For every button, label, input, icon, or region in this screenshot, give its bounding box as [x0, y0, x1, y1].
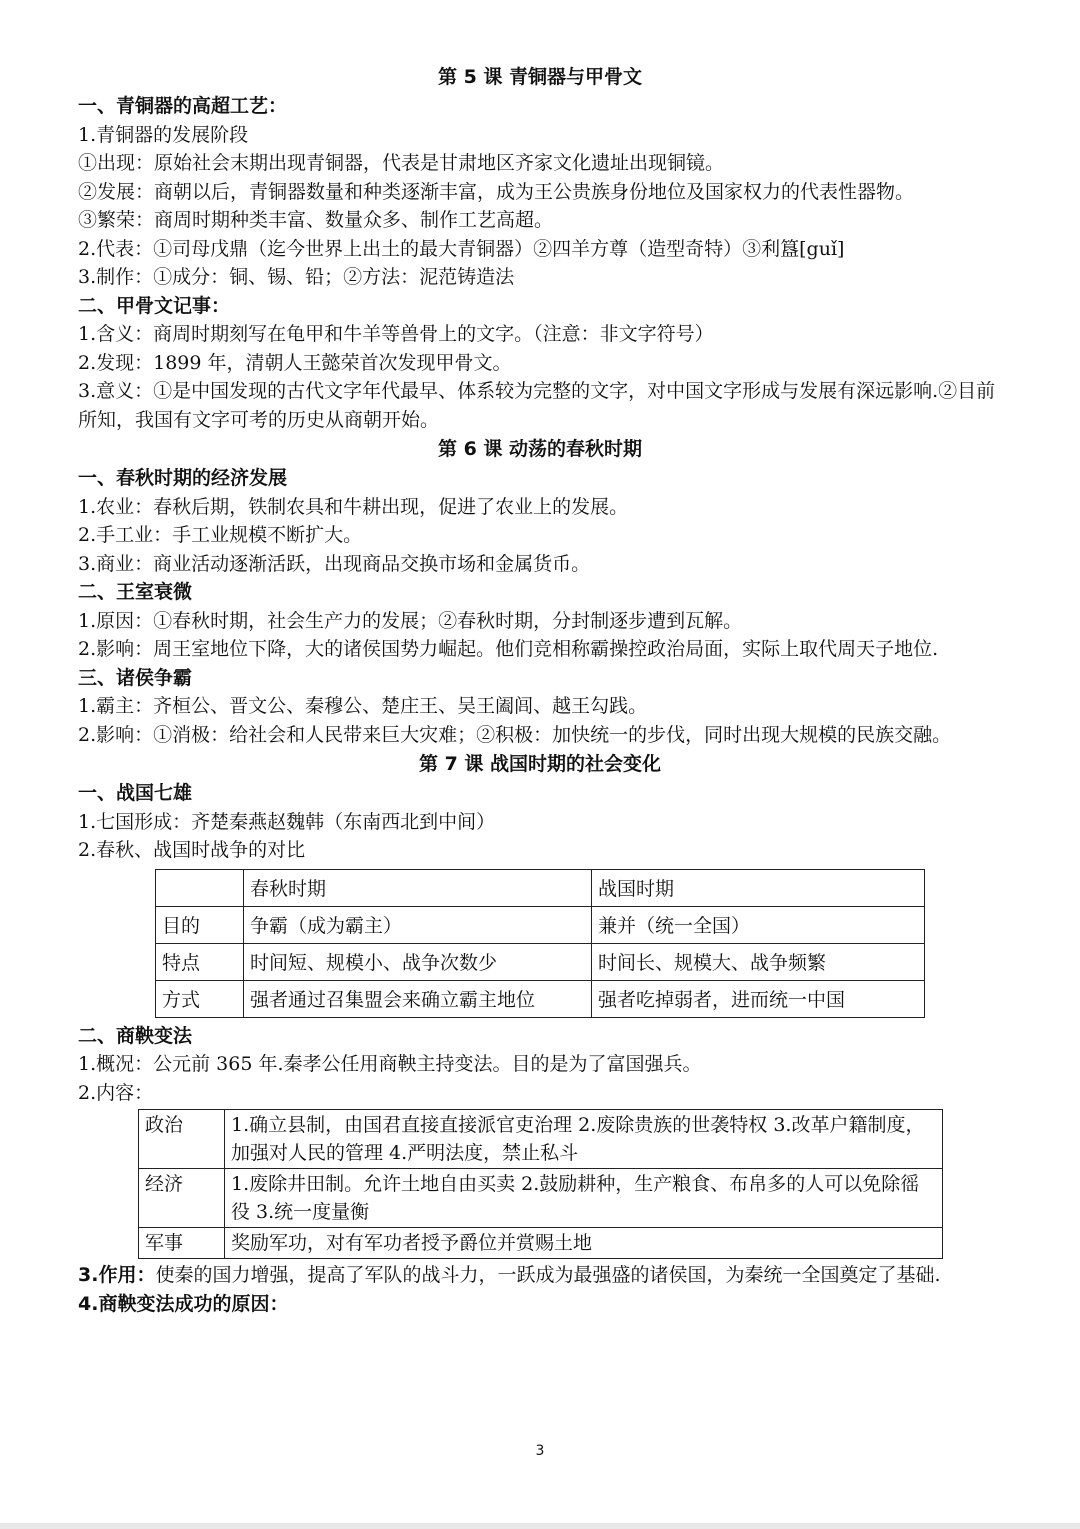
paragraph: 2.手工业：手工业规模不断扩大。 — [78, 524, 363, 546]
table-cell: 军事 — [139, 1228, 225, 1259]
section-heading: 三、诸侯争霸 — [78, 666, 193, 689]
table-cell: 强者吃掉弱者，进而统一中国 — [592, 980, 925, 1017]
table-row — [139, 1110, 943, 1169]
paragraph: ①出现：原始社会末期出现青铜器，代表是甘肃地区齐家文化遗址出现铜镜。 — [78, 152, 725, 174]
table-cell: 时间短、规模小、战争次数少 — [244, 943, 592, 980]
paragraph: ③繁荣：商周时期种类丰富、数量众多、制作工艺高超。 — [78, 209, 554, 231]
paragraph: 1.概况：公元前 365 年.秦孝公任用商鞅主持变法。目的是为了富国强兵。 — [78, 1053, 702, 1075]
table-cell: 特点 — [156, 943, 244, 980]
table-cell: 战国时期 — [592, 869, 925, 906]
section-heading: 4.商鞅变法成功的原因： — [78, 1292, 289, 1315]
table-cell: 经济 — [139, 1169, 225, 1228]
effect-text: 使秦的国力增强，提高了军队的战斗力，一跃成为最强盛的诸侯国，为秦统一全国奠定了基础. — [155, 1264, 941, 1286]
paragraph: 2.发现：1899 年，清朝人王懿荣首次发现甲骨文。 — [78, 351, 512, 374]
paragraph: 2.代表：①司母戊鼎（迄今世界上出土的最大青铜器）②四羊方尊（造型奇特）③利簋[guǐ] — [78, 237, 845, 260]
reform-content-table — [138, 1109, 943, 1259]
table-cell: 春秋时期 — [244, 869, 592, 906]
table-cell: 奖励军功，对有军功者授予爵位并赏赐土地 — [225, 1228, 943, 1259]
table-cell: 1.确立县制，由国君直接直接派官吏治理 2.废除贵族的世袭特权 3.改革户籍制度，加强对人民的管理 4.严明法度，禁止私斗 — [225, 1110, 943, 1169]
section-heading: 二、王室衰微 — [78, 581, 193, 603]
paragraph: ②发展：商朝以后，青铜器数量和种类逐渐丰富，成为王公贵族身份地位及国家权力的代表性器物。 — [78, 180, 915, 203]
paragraph: 1.青铜器的发展阶段 — [78, 123, 249, 146]
paragraph: 3.商业：商业活动逐渐活跃，出现商品交换市场和金属货币。 — [78, 552, 591, 575]
paragraph: 1.七国形成：齐楚秦燕赵魏韩（东南西北到中间） — [78, 810, 496, 833]
page-content — [78, 62, 1002, 1318]
table-cell: 争霸（成为霸主） — [244, 906, 592, 943]
paragraph: 1.农业：春秋后期，铁制农具和牛耕出现，促进了农业上的发展。 — [78, 495, 629, 518]
lesson5-title: 第 5 课 青铜器与甲骨文 — [437, 66, 643, 88]
paragraph: 2.影响：周王室地位下降，大的诸侯国势力崛起。他们竞相称霸操控政治局面，实际上取代周天子地位. — [78, 638, 939, 660]
table-cell: 时间长、规模大、战争频繁 — [592, 943, 925, 980]
table-cell: 1.废除井田制。允许土地自由买卖 2.鼓励耕种，生产粮食、布帛多的人可以免除徭役 3.统一度量衡 — [225, 1169, 943, 1228]
paragraph — [78, 1261, 1002, 1290]
table-header-row — [156, 869, 925, 906]
lesson6-title: 第 6 课 动荡的春秋时期 — [437, 438, 643, 460]
table-cell: 政治 — [139, 1110, 225, 1169]
effect-label: 3.作用： — [78, 1264, 156, 1286]
table-row — [156, 980, 925, 1017]
section-heading: 一、青铜器的高超工艺： — [78, 95, 288, 117]
paragraph: 2.内容： — [78, 1081, 154, 1104]
table-row — [156, 906, 925, 943]
table-row — [139, 1228, 943, 1259]
table-cell: 强者通过召集盟会来确立霸主地位 — [244, 980, 592, 1017]
paragraph: 1.原因：①春秋时期，社会生产力的发展；②春秋时期，分封制逐步遭到瓦解。 — [78, 609, 743, 632]
page-bottom-edge — [0, 1523, 1080, 1529]
page-number: 3 — [535, 1443, 545, 1459]
war-comparison-table — [155, 869, 925, 1018]
paragraph: 2.春秋、战国时战争的对比 — [78, 839, 306, 861]
paragraph: 3.制作：①成分：铜、锡、铅；②方法：泥范铸造法 — [78, 266, 515, 288]
paragraph: 3.意义：①是中国发现的古代文字年代最早、体系较为完整的文字，对中国文字形成与发展有深远影响.②目前所知，我国有文字可考的历史从商朝开始。 — [78, 380, 996, 431]
section-heading: 二、商鞅变法 — [78, 1024, 193, 1047]
paragraph: 2.影响：①消极：给社会和人民带来巨大灾难；②积极：加快统一的步伐，同时出现大规模的民族交融。 — [78, 723, 952, 746]
section-heading: 一、春秋时期的经济发展 — [78, 467, 288, 489]
table-row — [156, 943, 925, 980]
paragraph: 1.霸主：齐桓公、晋文公、秦穆公、楚庄王、吴王阖闾、越王勾践。 — [78, 695, 648, 717]
section-heading: 二、甲骨文记事： — [78, 294, 231, 317]
table-cell: 方式 — [156, 980, 244, 1017]
paragraph: 1.含义：商周时期刻写在龟甲和牛羊等兽骨上的文字。（注意：非文字符号） — [78, 323, 714, 345]
table-row — [139, 1169, 943, 1228]
table-cell — [156, 869, 244, 906]
section-heading: 一、战国七雄 — [78, 782, 193, 804]
table-cell: 兼并（统一全国） — [592, 906, 925, 943]
table-cell: 目的 — [156, 906, 244, 943]
lesson7-title: 第 7 课 战国时期的社会变化 — [418, 753, 662, 775]
